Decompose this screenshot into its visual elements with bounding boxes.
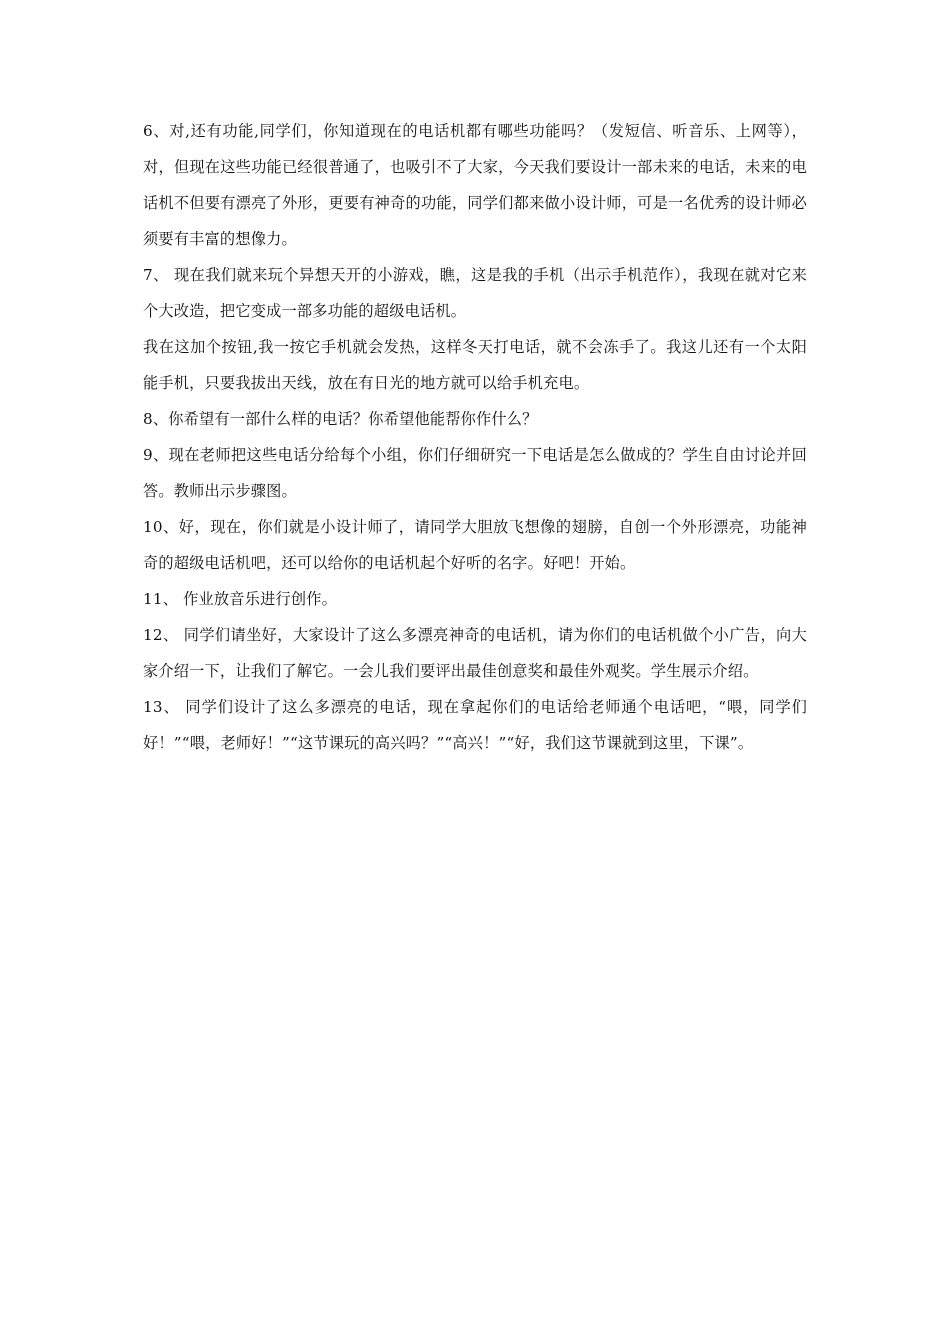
paragraph-step-9: 9、现在老师把这些电话分给每个小组，你们仔细研究一下电话是怎么做成的？学生自由讨论并回答。教师出示步骤图。 [143, 446, 807, 500]
paragraph-step-13: 13、 同学们设计了这么多漂亮的电话，现在拿起你们的电话给老师通个电话吧，“喂，同学们好！”“喂，老师好！”“这节课玩的高兴吗？”“高兴！”“好，我们这节课就到这里，下课”。 [143, 698, 807, 752]
paragraph-step-7: 7、 现在我们就来玩个异想天开的小游戏，瞧，这是我的手机（出示手机范作），我现在就对它来个大改造，把它变成一部多功能的超级电话机。 [143, 266, 807, 320]
paragraph-step-6: 6、对,还有功能,同学们，你知道现在的电话机都有哪些功能吗？（发短信、听音乐、上网等），对，但现在这些功能已经很普通了，也吸引不了大家，今天我们要设计一部未来的电话，未来的电话机不但要有漂亮了外形，更要有神奇的功能，同学们都来做小设计师，可是一名优秀的设计师必须要有丰富的想像力。 [143, 122, 807, 248]
paragraph-step-12: 12、 同学们请坐好，大家设计了这么多漂亮神奇的电话机，请为你们的电话机做个小广告，向大家介绍一下，让我们了解它。一会儿我们要评出最佳创意奖和最佳外观奖。学生展示介绍。 [143, 626, 807, 680]
paragraph-step-8: 8、你希望有一部什么样的电话？你希望他能帮你作什么？ [143, 410, 538, 428]
paragraph-step-7-example: 我在这加个按钮,我一按它手机就会发热，这样冬天打电话，就不会冻手了。我这儿还有一个太阳能手机，只要我拔出天线，放在有日光的地方就可以给手机充电。 [143, 338, 807, 392]
paragraph-step-10: 10、好，现在，你们就是小设计师了，请同学大胆放飞想像的翅膀，自创一个外形漂亮，功能神奇的超级电话机吧，还可以给你的电话机起个好听的名字。好吧！开始。 [143, 518, 807, 572]
paragraph-step-11: 11、 作业放音乐进行创作。 [143, 590, 338, 608]
document-body [143, 113, 807, 761]
